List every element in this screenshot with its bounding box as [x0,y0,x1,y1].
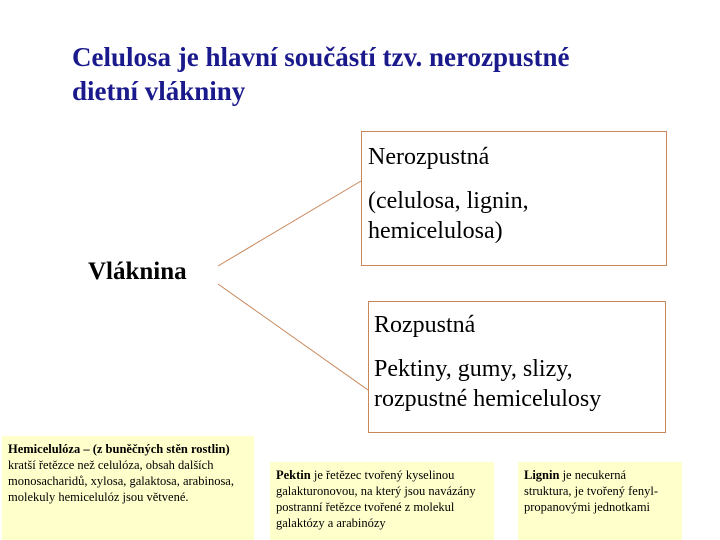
page-title [72,40,712,108]
title-line-1: Celulosa je hlavní součástí tzv. nerozpustné [72,42,570,72]
insoluble-fiber-examples: (celulosa, lignin, hemicelulosa) [368,188,529,244]
note-pectin-term: Pektin [276,468,311,482]
insoluble-fiber-box [361,131,667,266]
note-hemicellulose-text: kratší řetězce než celulóza, obsah dalších monosacharidů, xylosa, galaktosa, arabinosa, molekuly hemicelulóz jsou větvené. [8,458,234,504]
soluble-fiber-examples: Pektiny, gumy, slizy, rozpustné hemicelulosy [374,356,602,412]
title-line-2: dietní vlákniny [72,76,246,106]
soluble-fiber-box [368,301,666,433]
note-lignin-text: je necukerná struktura, je tvořený fenyl-propanovými jednotkami [524,468,658,514]
note-lignin [518,462,682,540]
note-hemicellulose-term: Hemicelulóza – (z buněčných stěn rostlin) [8,442,230,456]
connector-to-soluble [218,284,368,390]
note-pectin-text: je řetězec tvořený kyselinou galakturonovou, na který jsou navázány postranní řetězce tvořené z molekul galaktózy a arabinózy [276,468,476,530]
connector-to-insoluble [218,181,361,266]
note-hemicellulose [2,436,254,540]
soluble-fiber-heading: Rozpustná [374,312,476,338]
root-node-label: Vláknina [88,258,187,285]
note-lignin-term: Lignin [524,468,560,482]
note-pectin [270,462,494,540]
insoluble-fiber-heading: Nerozpustná [368,144,490,170]
